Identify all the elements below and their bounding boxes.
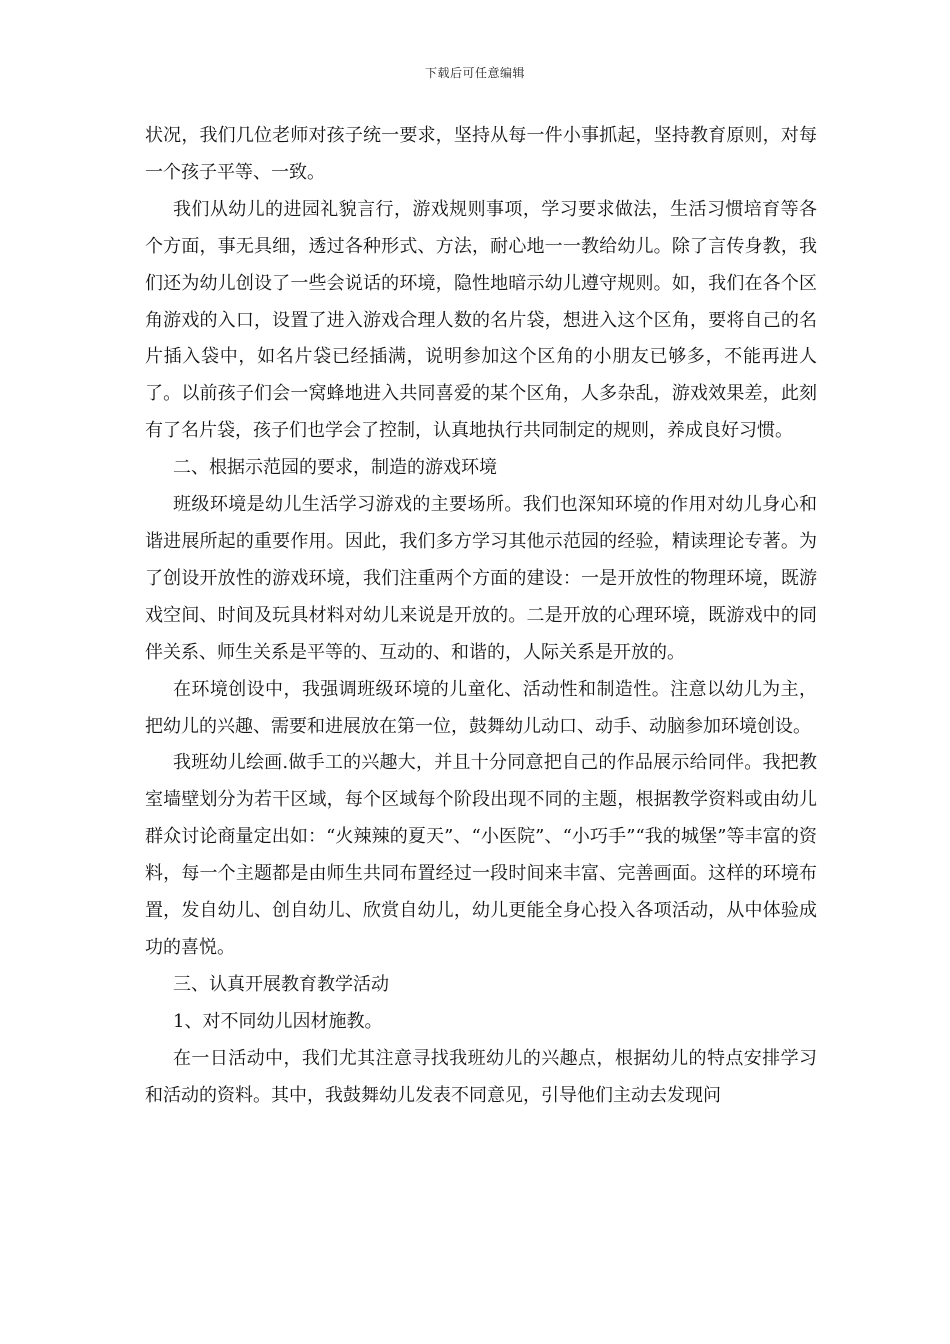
paragraph: 在一日活动中，我们尤其注意寻找我班幼儿的兴趣点，根据幼儿的特点安排学习和活动的资料。其中，我鼓舞幼儿发表不同意见，引导他们主动去发现问	[145, 1047, 817, 1106]
paragraph: 班级环境是幼儿生活学习游戏的主要场所。我们也深知环境的作用对幼儿身心和谐进展所起的重要作用。因此，我们多方学习其他示范园的经验，精读理论专著。为了创设开放性的游戏环境，我们注重两个方面的建设：一是开放性的物理环境，既游戏空间、时间及玩具材料对幼儿来说是开放的。二是开放的心理环境，既游戏中的同伴关系、师生关系是平等的、互动的、和谐的，人际关系是开放的。	[145, 494, 817, 663]
section-heading: 三、认真开展教育教学活动	[173, 973, 389, 995]
paragraph: 我班幼儿绘画.做手工的兴趣大，并且十分同意把自己的作品展示给同伴。我把教室墙壁划分为若干区域，每个区域每个阶段出现不同的主题，根据教学资料或由幼儿群众讨论商量定出如：“火辣辣的夏天”、“小医院”、“小巧手”“我的城堡”等丰富的资料，每一个主题都是由师生共同布置经过一段时间来丰富、完善画面。这样的环境布置，发自幼儿、创自幼儿、欣赏自幼儿，幼儿更能全身心投入各项活动，从中体验成功的喜悦。	[145, 752, 817, 958]
paragraph: 在环境创设中，我强调班级环境的儿童化、活动性和制造性。注意以幼儿为主，把幼儿的兴趣、需要和进展放在第一位，鼓舞幼儿动口、动手、动脑参加环境创设。	[145, 678, 817, 737]
page-header: 下载后可任意编辑	[424, 66, 525, 80]
paragraph: 我们从幼儿的进园礼貌言行，游戏规则事项，学习要求做法，生活习惯培育等各个方面，事无具细，透过各种形式、方法，耐心地一一教给幼儿。除了言传身教，我们还为幼儿创设了一些会说话的环境，隐性地暗示幼儿遵守规则。如，我们在各个区角游戏的入口，设置了进入游戏合理人数的名片袋，想进入这个区角，要将自己的名片插入袋中，如名片袋已经插满，说明参加这个区角的小朋友已够多，不能再进人了。以前孩子们会一窝蜂地进入共同喜爱的某个区角，人多杂乱，游戏效果差，此刻有了名片袋，孩子们也学会了控制，认真地执行共同制定的规则，养成良好习惯。	[145, 198, 817, 442]
document-body	[145, 118, 817, 1114]
paragraph: 状况，我们几位老师对孩子统一要求，坚持从每一件小事抓起，坚持教育原则，对每一个孩子平等、一致。	[145, 125, 817, 183]
subsection-heading: 1、对不同幼儿因材施教。	[173, 1010, 383, 1032]
section-heading: 二、根据示范园的要求，制造的游戏环境	[173, 457, 497, 479]
